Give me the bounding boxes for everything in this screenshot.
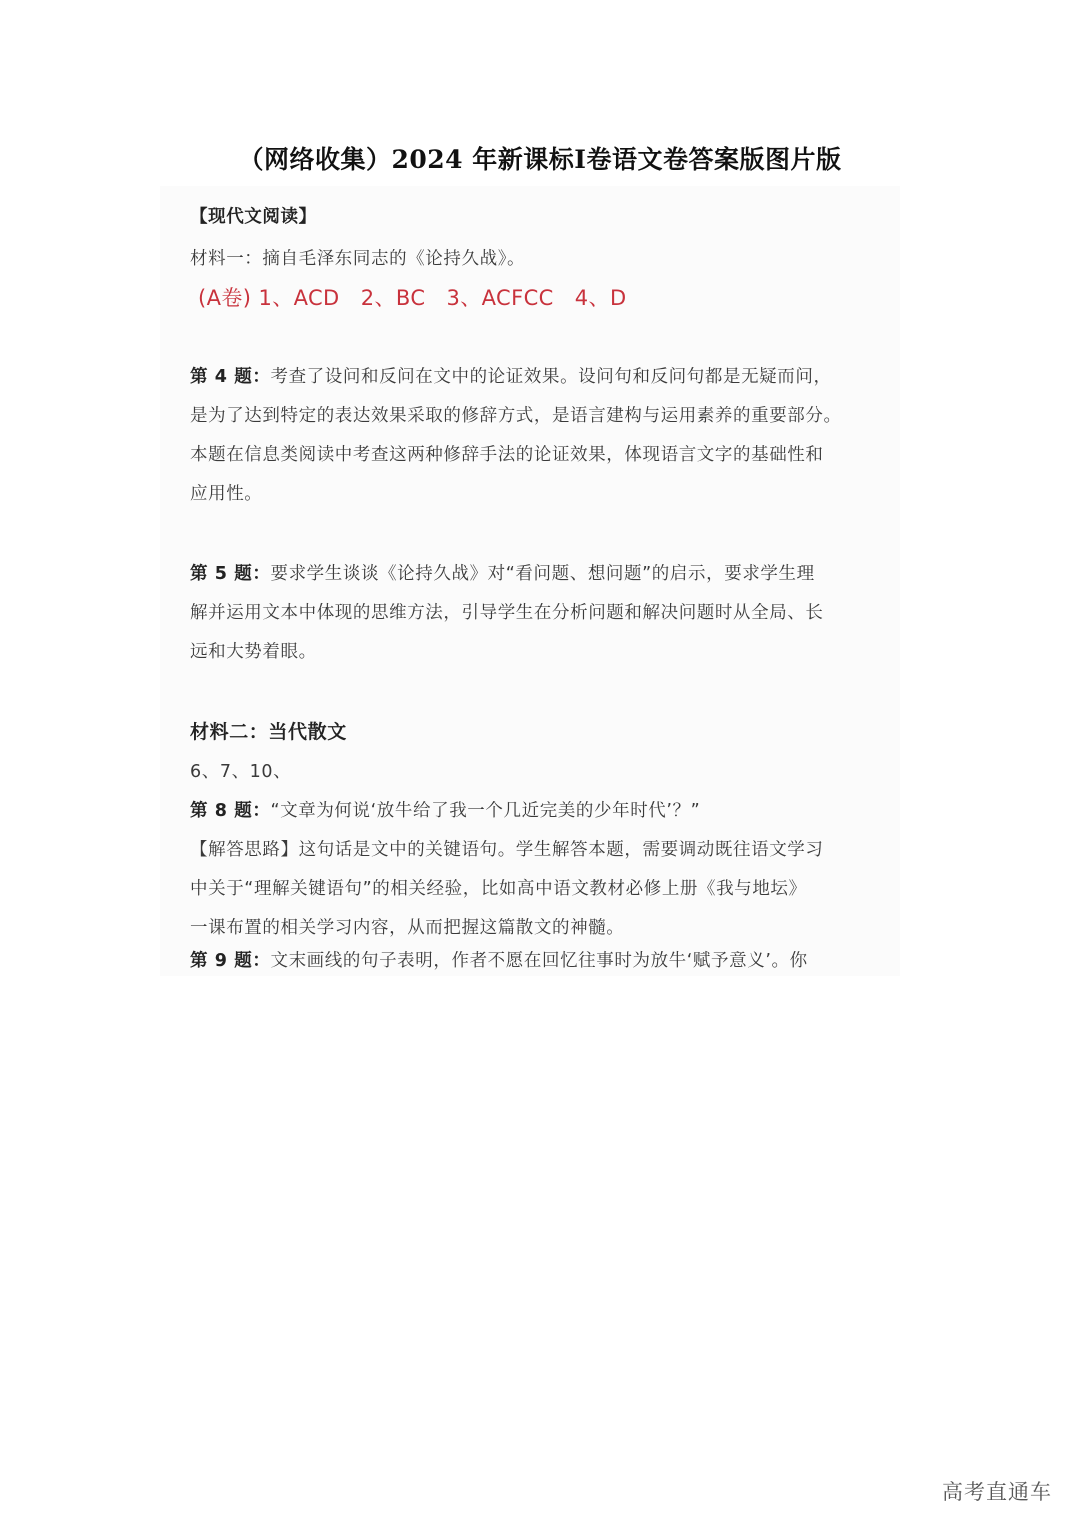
section-header-material-two: 材料二：当代散文 — [190, 721, 347, 743]
watermark: 高考直通车 — [942, 1480, 1052, 1504]
section-header-modern-reading: 【现代文阅读】 — [190, 207, 317, 227]
answer-item: 3、ACFCC — [446, 286, 554, 310]
question-5-label: 第 5 题： — [190, 564, 271, 584]
analysis-line: 一课布置的相关学习内容，从而把握这篇散文的神髓。 — [190, 918, 625, 938]
question-4-label: 第 4 题： — [190, 367, 271, 387]
question-4-text: 考查了设问和反问在文中的论证效果。设问句和反问句都是无疑而问， — [270, 367, 832, 387]
question-9-line — [190, 947, 808, 972]
question-5-line — [190, 560, 815, 585]
question-list: 6、7、10、 — [190, 762, 292, 782]
analysis-text: 这句话是文中的关键语句。学生解答本题，需要调动既往语文学习 — [298, 840, 824, 860]
question-4-line: 应用性。 — [190, 484, 263, 504]
question-5-line: 解并运用文本中体现的思维方法，引导学生在分析问题和解决问题时从全局、长 — [190, 603, 824, 623]
material-one-source: 材料一：摘自毛泽东同志的《论持久战》。 — [190, 249, 526, 269]
answer-item: 1、ACD — [258, 286, 340, 310]
question-8-text: “文章为何说‘放牛给了我一个几近完美的少年时代’？” — [270, 801, 701, 821]
analysis-line: 中关于“理解关键语句”的相关经验，比如高中语文教材必修上册《我与地坛》 — [190, 879, 807, 899]
analysis-label: 【解答思路】 — [190, 840, 299, 860]
question-4-line: 本题在信息类阅读中考查这两种修辞手法的论证效果，体现语言文字的基础性和 — [190, 445, 824, 465]
answer-key-row — [198, 282, 627, 312]
answer-item: 4、D — [574, 286, 627, 310]
answer-item: 2、BC — [360, 286, 426, 310]
answer-key-prefix: (A卷) — [198, 286, 252, 310]
question-9-label: 第 9 题： — [190, 951, 271, 971]
question-8-line — [190, 797, 700, 822]
question-5-text: 要求学生谈谈《论持久战》对“看问题、想问题”的启示，要求学生理 — [270, 564, 815, 584]
question-8-label: 第 8 题： — [190, 801, 271, 821]
question-4-line: 是为了达到特定的表达效果采取的修辞方式，是语言建构与运用素养的重要部分。 — [190, 406, 842, 426]
question-5-line: 远和大势着眼。 — [190, 642, 317, 662]
question-9-text: 文末画线的句子表明，作者不愿在回忆往事时为放牛‘赋予意义’。你 — [270, 951, 808, 971]
page-title: （网络收集）2024 年新课标Ⅰ卷语文卷答案版图片版 — [238, 145, 842, 174]
question-4-line — [190, 363, 832, 388]
analysis-line — [190, 836, 824, 861]
